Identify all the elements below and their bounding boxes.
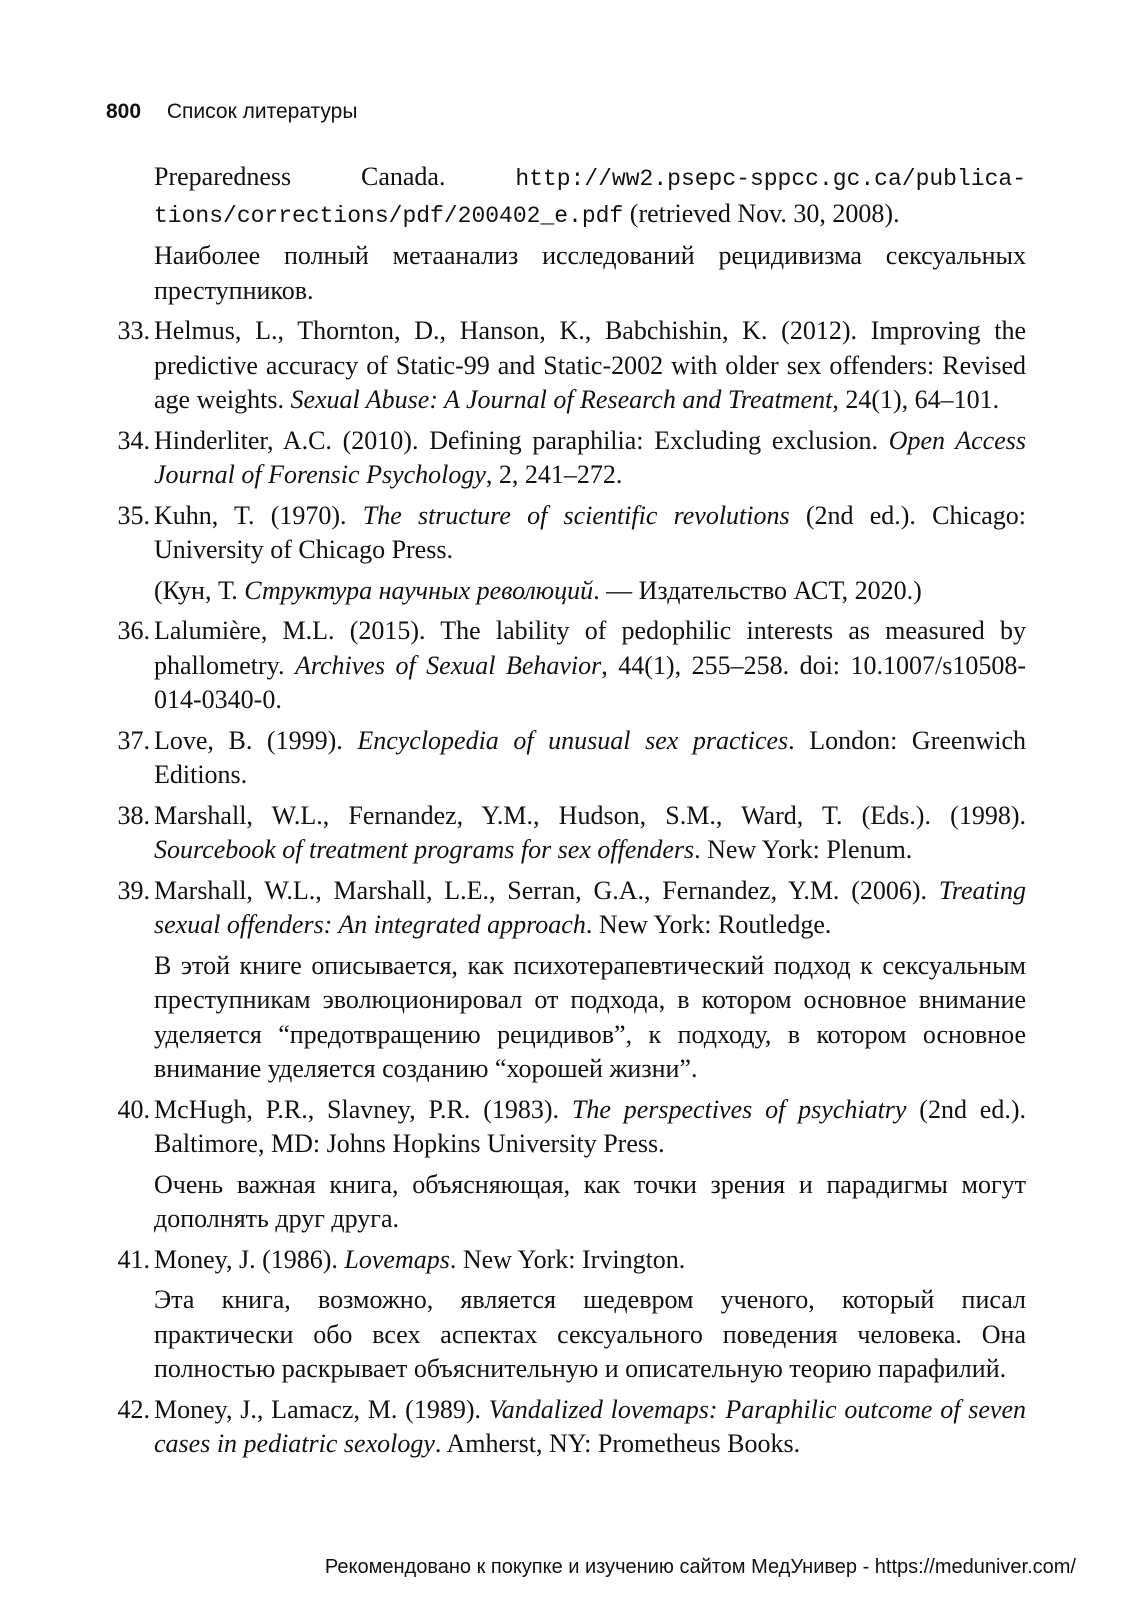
reference-number: 36. xyxy=(117,616,150,645)
reference-34: 34. Hinderliter, A.C. (2010). Defining paraphilia: Excluding exclusion. Open Access Journal of Forensic Psychology, 2, 241–272. xyxy=(106,424,1026,493)
running-header xyxy=(106,100,357,124)
annotation-note: Эта книга, возможно, является шедевром ученого, который писал практически обо всех аспектах сексуального поведения человека. Она полностью раскрывает объяснительную и описательную теорию парафилий. xyxy=(154,1285,1026,1383)
reference-36: 36. Lalumière, M.L. (2015). The lability of pedophilic interests as measured by phallometry. Archives of Sexual Behavior, 44(1), 255–258. doi: 10.1007/s10508-014-0340-0. xyxy=(106,614,1026,718)
reference-42: 42. Money, J., Lamacz, M. (1989). Vandalized lovemaps: Paraphilic outcome of seven cases in pediatric sexology. Amherst, NY: Prometheus Books. xyxy=(106,1393,1026,1462)
reference-number: 42. xyxy=(117,1394,150,1424)
reference-number: 38. xyxy=(117,800,150,830)
footer-watermark-text: Рекомендовано к покупке и изучению сайтом МедУнивер - https://meduniver.com/ xyxy=(324,1556,1076,1578)
reference-number: 33. xyxy=(117,316,150,345)
reference-number: 34. xyxy=(117,425,150,455)
reference-33: 33. Helmus, L., Thornton, D., Hanson, K., Babchishin, K. (2012). Improving the predictive accuracy of Static-99 and Static-2002 with older sex offenders: Revised age weights. Sexual Abuse: A Journal of Research and Treatment, 24(1), 64–101. xyxy=(106,314,1026,418)
reference-url[interactable]: http://ww2.psepc-sppcc.gc.ca/publica-tions/corrections/pdf/200402_e.pdf xyxy=(154,166,1026,229)
reference-40: 40. McHugh, P.R., Slavney, P.R. (1983). The perspectives of psychiatry (2nd ed.). Baltimore, MD: Johns Hopkins University Press. xyxy=(106,1093,1026,1162)
reference-41: 41. Money, J. (1986). Lovemaps. New York: Irvington. xyxy=(106,1243,1026,1278)
reference-number: 40. xyxy=(117,1094,150,1124)
reference-number: 39. xyxy=(117,875,150,905)
reference-number: 35. xyxy=(117,500,150,530)
reference-number: 37. xyxy=(117,725,150,755)
bibliography-list xyxy=(106,160,1026,1468)
reference-38: 38. Marshall, W.L., Fernandez, Y.M., Hudson, S.M., Ward, T. (Eds.). (1998). Sourcebook of treatment programs for sex offenders. New York: Plenum. xyxy=(106,799,1026,868)
continued-reference: Preparedness Canada. http://ww2.psepc-sppcc.gc.ca/publica-tions/corrections/pdf/200402_e.pdf (retrieved Nov. 30, 2008). xyxy=(154,162,1026,229)
reference-37: 37. Love, B. (1999). Encyclopedia of unusual sex practices. London: Greenwich Editions. xyxy=(106,724,1026,793)
reference-35: 35. Kuhn, T. (1970). The structure of scientific revolutions (2nd ed.). Chicago: University of Chicago Press. xyxy=(106,499,1026,568)
reference-number: 41. xyxy=(117,1244,150,1274)
translation-note: (Кун, Т. Структура научных революций. — Издательство АСТ, 2020.) xyxy=(154,575,922,605)
annotation-note: В этой книге описывается, как психотерапевтический подход к сексуальным преступникам эволюционировал от подхода, в котором основное внимание уделяется “предотвращению рецидивов”, к подходу, в котором основное внимание уделяется созданию “хорошей жизни”. xyxy=(154,950,1026,1083)
page-number: 800 xyxy=(106,100,142,123)
reference-39: 39. Marshall, W.L., Marshall, L.E., Serran, G.A., Fernandez, Y.M. (2006). Treating sexual offenders: An integrated approach. New York: Routledge. xyxy=(106,874,1026,943)
annotation-note: Наиболее полный метаанализ исследований рецидивизма сексуальных преступников. xyxy=(154,241,1026,305)
annotation-note: Очень важная книга, объясняющая, как точки зрения и парадигмы могут дополнять друг друга. xyxy=(154,1169,1026,1233)
section-title: Список литературы xyxy=(166,100,358,123)
